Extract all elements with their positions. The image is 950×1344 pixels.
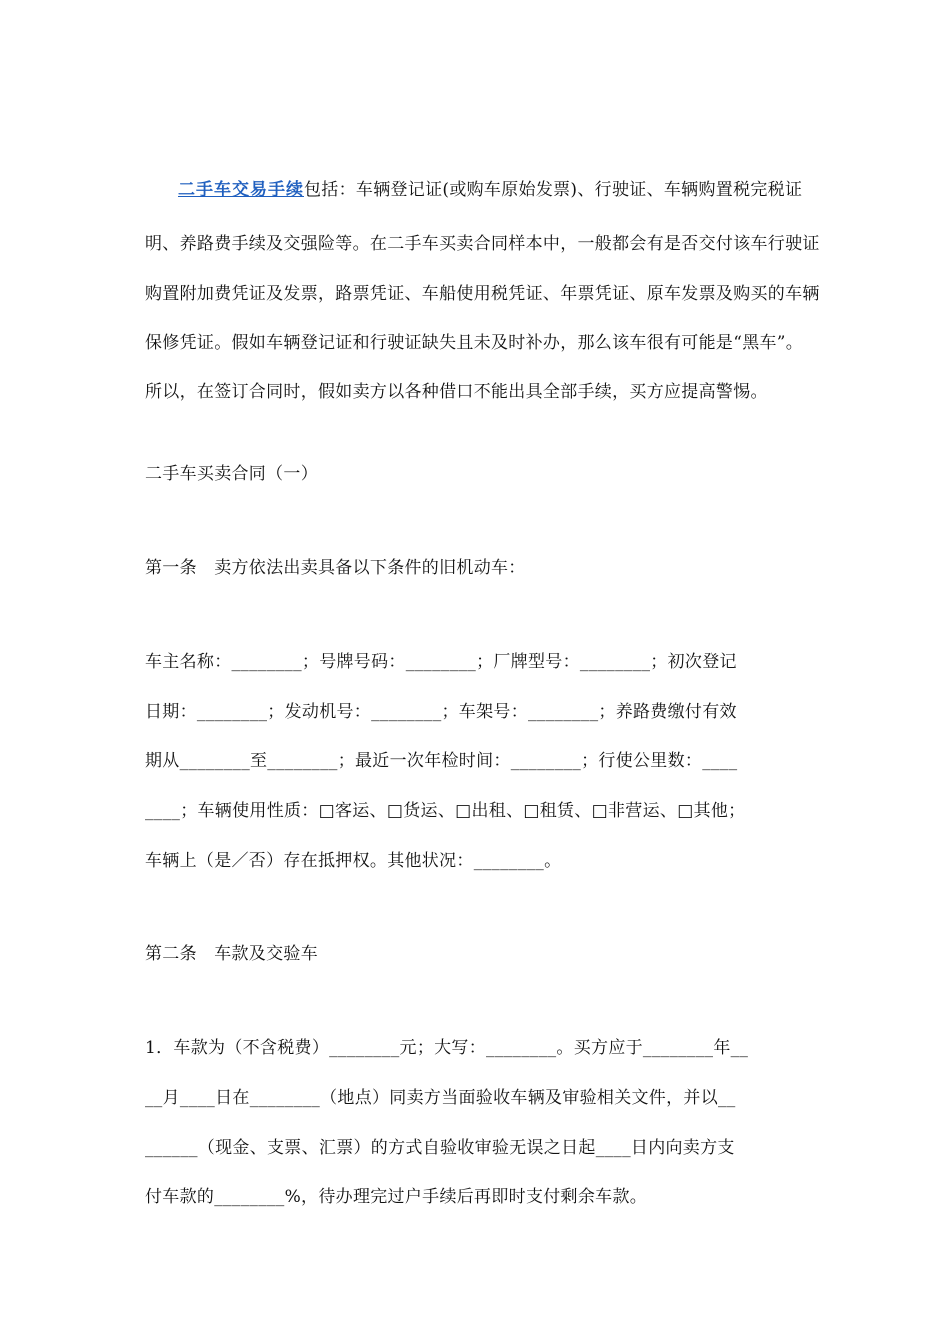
article1-line-4: ____；车辆使用性质：□客运、□货运、□出租、□租赁、□非营运、□其他； (145, 801, 746, 821)
intro-line-5: 所以，在签订合同时，假如卖方以各种借口不能出具全部手续，买方应提高警惕。 (145, 382, 768, 402)
article2-heading: 第二条 车款及交验车 (145, 944, 318, 964)
article1-line-5: 车辆上（是／否）存在抵押权。其他状况：________。 (145, 851, 562, 871)
intro-line-2: 明、养路费手续及交强险等。在二手车买卖合同样本中，一般都会有是否交付该车行驶证 (145, 234, 820, 254)
article2-line-4: 付车款的________%，待办理完过户手续后再即时支付剩余车款。 (145, 1187, 648, 1207)
intro-text: 包括：车辆登记证(或购车原始发票)、行驶证、车辆购置税完税证 (304, 180, 803, 200)
article1-line-3: 期从________至________；最近一次年检时间：________；行使公里数：____ (145, 751, 738, 771)
intro-line-1 (178, 175, 802, 200)
intro-line-3: 购置附加费凭证及发票，路票凭证、车船使用税凭证、年票凭证、原车发票及购买的车辆 (145, 284, 820, 304)
article2-line-3: ______（现金、支票、汇票）的方式自验收审验无误之日起____日内向卖方支 (145, 1138, 735, 1158)
used-car-procedures-link[interactable]: 二手车交易手续 (178, 180, 304, 200)
contract-title: 二手车买卖合同（一） (145, 464, 318, 484)
article2-line-1: 1．车款为（不含税费）________元；大写：________。买方应于________年__ (145, 1038, 749, 1058)
article2-line-2: __月____日在________（地点）同卖方当面验收车辆及审验相关文件，并以__ (145, 1088, 736, 1108)
intro-line-4: 保修凭证。假如车辆登记证和行驶证缺失且未及时补办，那么该车很有可能是“黑车”。 (145, 333, 804, 353)
article1-line-2: 日期：________；发动机号：________；车架号：________；养路费缴付有效 (145, 702, 737, 722)
article1-line-1: 车主名称：________；号牌号码：________；厂牌型号：________；初次登记 (145, 652, 737, 672)
article1-heading: 第一条 卖方依法出卖具备以下条件的旧机动车： (145, 558, 526, 578)
